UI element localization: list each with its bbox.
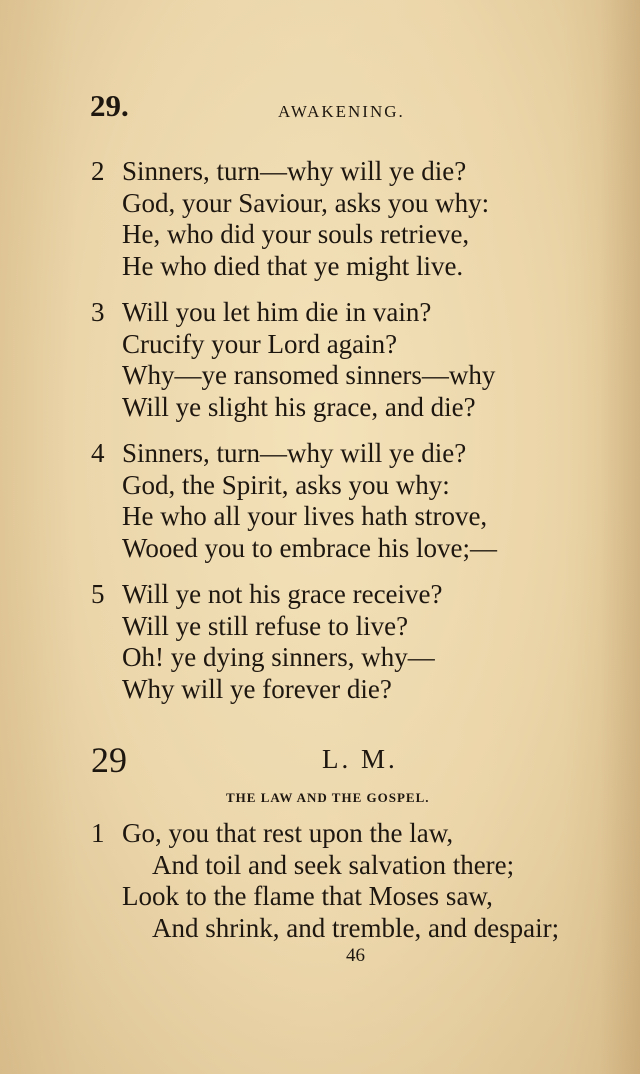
stanza-4 [88, 438, 497, 564]
stanza-3 [88, 297, 495, 423]
stanza-line: Why—ye ransomed sinners—why [122, 360, 496, 390]
stanza-line: 5 Will ye not his grace receive? [91, 579, 443, 609]
stanza-line: And shrink, and tremble, and despair; [152, 912, 560, 943]
stanza-line: Wooed you to embrace his love;— [122, 532, 497, 563]
hymn-stanza-1 [88, 818, 559, 944]
stanza-line: 1 Go, you that rest upon the law, [91, 818, 454, 848]
stanza-line: Look to the flame that Moses saw, [122, 881, 493, 911]
page-edge-shadow [600, 0, 640, 1074]
stanza-number: 4 [91, 438, 105, 468]
stanza-line: God, your Saviour, asks you why: [122, 187, 490, 218]
stanza-line: Crucify your Lord again? [122, 328, 398, 359]
stanza-5 [88, 579, 443, 705]
stanza-line: Will ye slight his grace, and die? [122, 391, 476, 422]
running-header-title: AWAKENING. [278, 102, 405, 121]
stanza-line: 3 Will you let him die in vain? [91, 297, 432, 327]
stanza-line: 4 Sinners, turn—why will ye die? [91, 438, 467, 468]
stanza-line: Why will ye forever die? [122, 673, 392, 704]
hymn-number: 29 [91, 740, 127, 780]
stanza-line: He, who did your souls retrieve, [122, 219, 470, 249]
stanza-number: 2 [91, 156, 105, 186]
stanza-line: Oh! ye dying sinners, why— [122, 642, 435, 672]
stanza-line: 2 Sinners, turn—why will ye die? [91, 156, 467, 186]
running-header-number: 29. [90, 88, 129, 123]
hymn-subtitle: THE LAW AND THE GOSPEL. [226, 790, 430, 805]
stanza-line: He who died that ye might live. [122, 250, 464, 281]
stanza-number: 1 [91, 818, 105, 848]
page-number: 46 [346, 945, 365, 966]
hymn-meter: L. M. [322, 744, 398, 774]
stanza-line: God, the Spirit, asks you why: [122, 469, 450, 500]
stanza-2 [88, 156, 489, 282]
stanza-line: And toil and seek salvation there; [152, 849, 515, 880]
stanza-line: Will ye still refuse to live? [122, 610, 409, 641]
stanza-number: 3 [91, 297, 105, 327]
stanza-line: He who all your lives hath strove, [122, 501, 488, 531]
stanza-number: 5 [91, 579, 105, 609]
